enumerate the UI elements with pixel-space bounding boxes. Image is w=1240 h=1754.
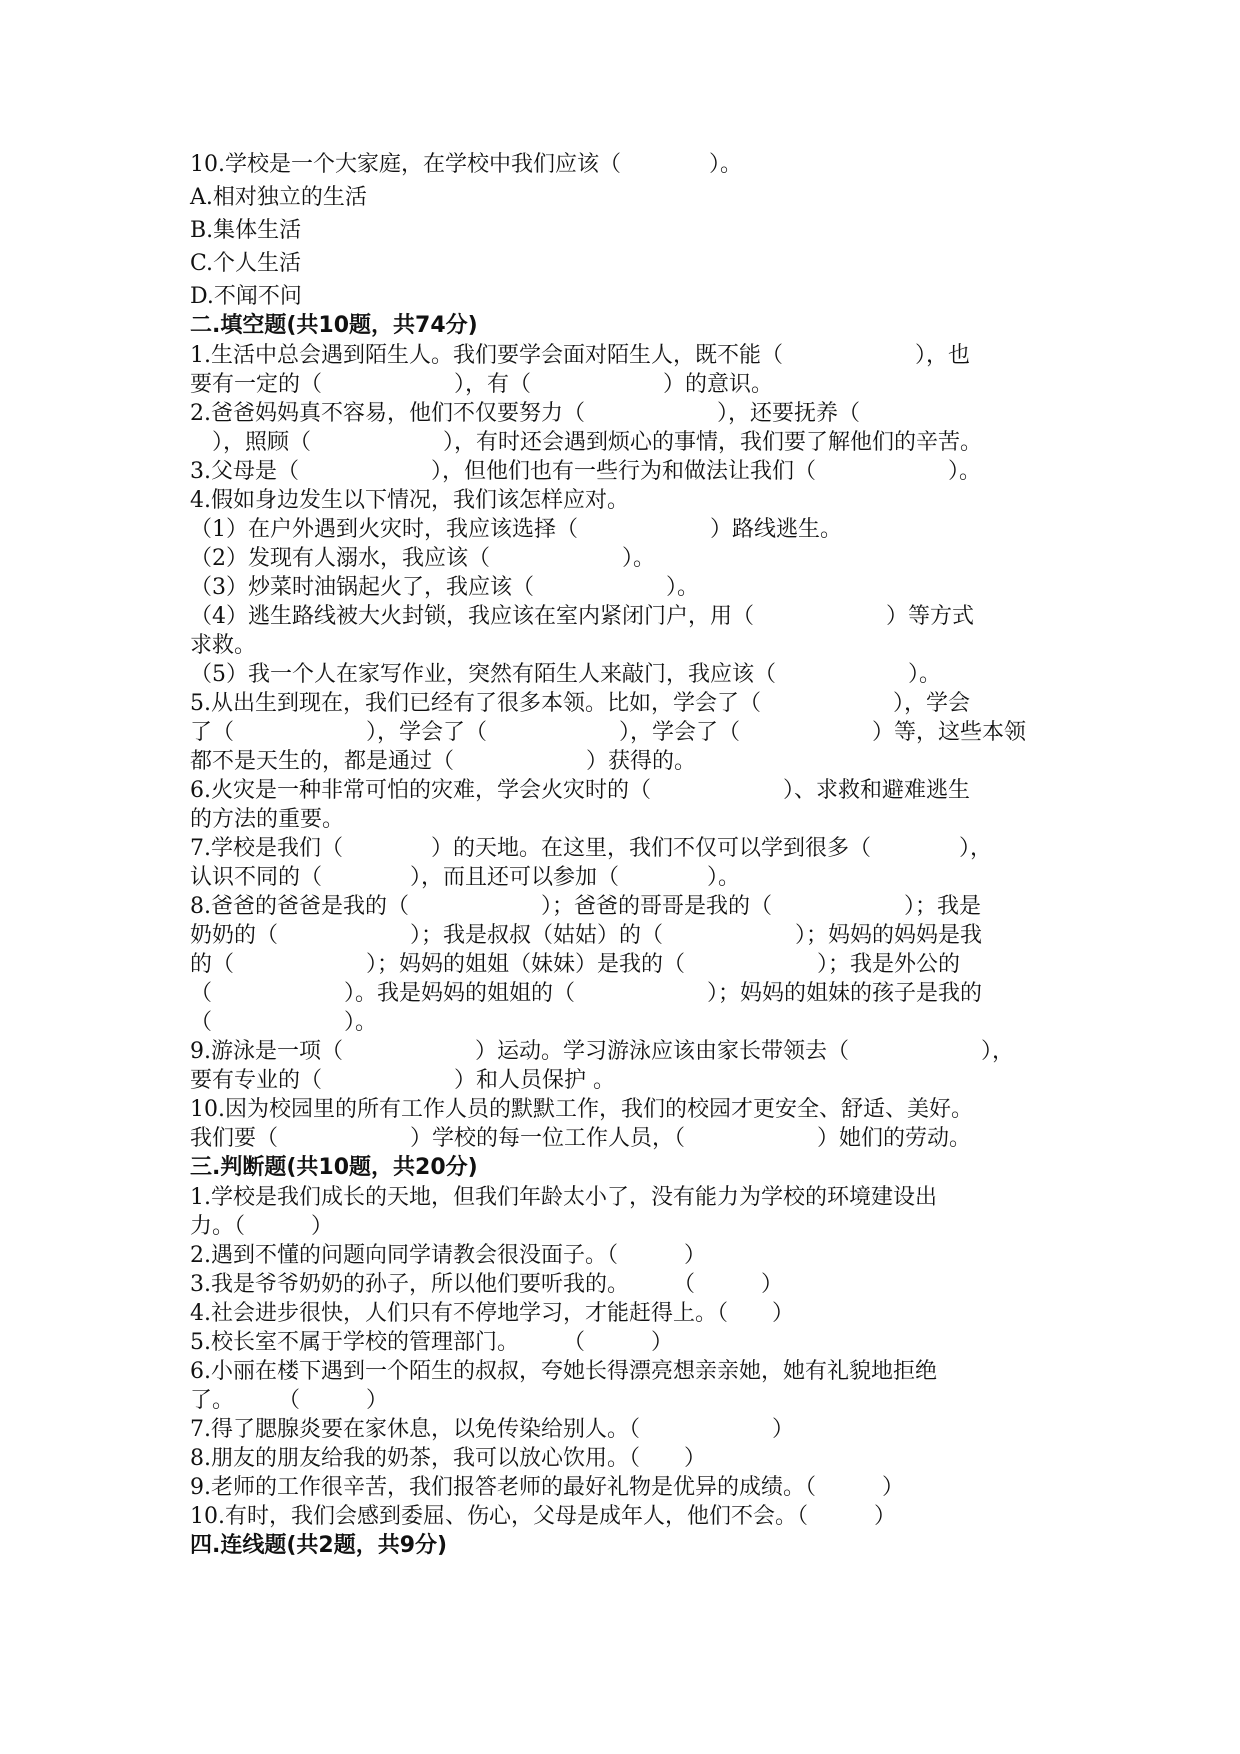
text-line: 要有专业的（ ）和人员保护 。 [190,1068,615,1093]
text-line: 8.爸爸的爸爸是我的（ ）；爸爸的哥哥是我的（ ）；我是 [190,894,981,919]
text-line: （1）在户外遇到火灾时，我应该选择（ ）路线逃生。 [190,517,842,542]
text-line: 奶奶的（ ）；我是叔叔（姑姑）的（ ）；妈妈的妈妈是我 [190,923,983,948]
text-line: 3.父母是（ ），但他们也有一些行为和做法让我们（ ）。 [190,459,981,484]
option-a: A.相对独立的生活 [190,185,367,210]
option-c: C.个人生活 [190,251,302,276]
text-line: （5）我一个人在家写作业，突然有陌生人来敲门，我应该（ ）。 [190,662,941,687]
text-line: 4.社会进步很快，人们只有不停地学习，才能赶得上。（ ） [190,1301,794,1326]
text-line: 1.学校是我们成长的天地，但我们年龄太小了，没有能力为学校的环境建设出 [190,1185,937,1210]
text-line: 力。（ ） [190,1214,334,1239]
text-line: 10.因为校园里的所有工作人员的默默工作，我们的校园才更安全、舒适、美好。 [190,1097,973,1122]
option-d: D.不闻不问 [190,284,302,309]
text-line: 6.火灾是一种非常可怕的灾难，学会火灾时的（ ）、求救和避难逃生 [190,778,970,803]
text-line: 了（ ），学会了（ ），学会了（ ）等，这些本领 [190,720,1027,745]
section-2-title: 二.填空题(共10题，共74分) [190,313,478,338]
text-line: （4）逃生路线被大火封锁，我应该在室内紧闭门户，用（ ）等方式 [190,604,974,629]
text-line: 认识不同的（ ），而且还可以参加（ ）。 [190,865,741,890]
text-line: 9.游泳是一项（ ）运动。学习游泳应该由家长带领去（ ）， [190,1039,1014,1064]
text-line: 5.校长室不属于学校的管理部门。 （ ） [190,1330,673,1355]
text-line: 2.爸爸妈妈真不容易，他们不仅要努力（ ），还要抚养（ [190,401,860,426]
section-4-title: 四.连线题(共2题，共9分) [190,1533,448,1558]
text-line: （ ）。 [190,1010,378,1035]
question-stem: 10.学校是一个大家庭，在学校中我们应该（ ）。 [190,152,742,177]
text-line: 的方法的重要。 [190,807,345,832]
text-line: 的（ ）；妈妈的姐姐（妹妹）是我的（ ）；我是外公的 [190,952,961,977]
text-line: 2.遇到不懂的问题向同学请教会很没面子。（ ） [190,1243,706,1268]
text-line: 4.假如身边发生以下情况，我们该怎样应对。 [190,488,629,513]
text-line: 我们要（ ）学校的每一位工作人员，（ ）她们的劳动。 [190,1126,972,1151]
section-3-body [190,1183,1070,1531]
text-line: （2）发现有人溺水，我应该（ ）。 [190,546,655,571]
text-line: 9.老师的工作很辛苦，我们报答老师的最好礼物是优异的成绩。（ ） [190,1475,904,1500]
text-line: （3）炒菜时油锅起火了，我应该（ ）。 [190,575,699,600]
option-b: B.集体生活 [190,218,302,243]
text-line: 都不是天生的，都是通过（ ）获得的。 [190,749,697,774]
text-line: 6.小丽在楼下遇到一个陌生的叔叔，夸她长得漂亮想亲亲她，她有礼貌地拒绝 [190,1359,937,1384]
text-line: （ ）。我是妈妈的姐姐的（ ）；妈妈的姐妹的孩子是我的 [190,981,983,1006]
worksheet-page [190,150,1070,1561]
text-line: 7.学校是我们（ ）的天地。在这里，我们不仅可以学到很多（ ）， [190,836,992,861]
text-line: 求救。 [190,633,257,658]
text-line: 8.朋友的朋友给我的奶茶，我可以放心饮用。（ ） [190,1446,706,1471]
text-line: 10.有时，我们会感到委屈、伤心，父母是成年人，他们不会。（ ） [190,1504,896,1529]
text-line: 要有一定的（ ），有（ ）的意识。 [190,372,774,397]
text-line: 3.我是爷爷奶奶的孙子，所以他们要听我的。 （ ） [190,1272,783,1297]
section-2-body [190,341,1070,1153]
text-line: 5.从出生到现在，我们已经有了很多本领。比如，学会了（ ），学会 [190,691,970,716]
text-line: 7.得了腮腺炎要在家休息，以免传染给别人。（ ） [190,1417,794,1442]
text-line: 1.生活中总会遇到陌生人。我们要学会面对陌生人，既不能（ ），也 [190,343,970,368]
part1-question-10 [190,150,1070,311]
text-line: 了。 （ ） [190,1388,389,1413]
text-line: ），照顾（ ），有时还会遇到烦心的事情，我们要了解他们的辛苦。 [190,430,983,455]
section-3-title: 三.判断题(共10题，共20分) [190,1155,478,1180]
